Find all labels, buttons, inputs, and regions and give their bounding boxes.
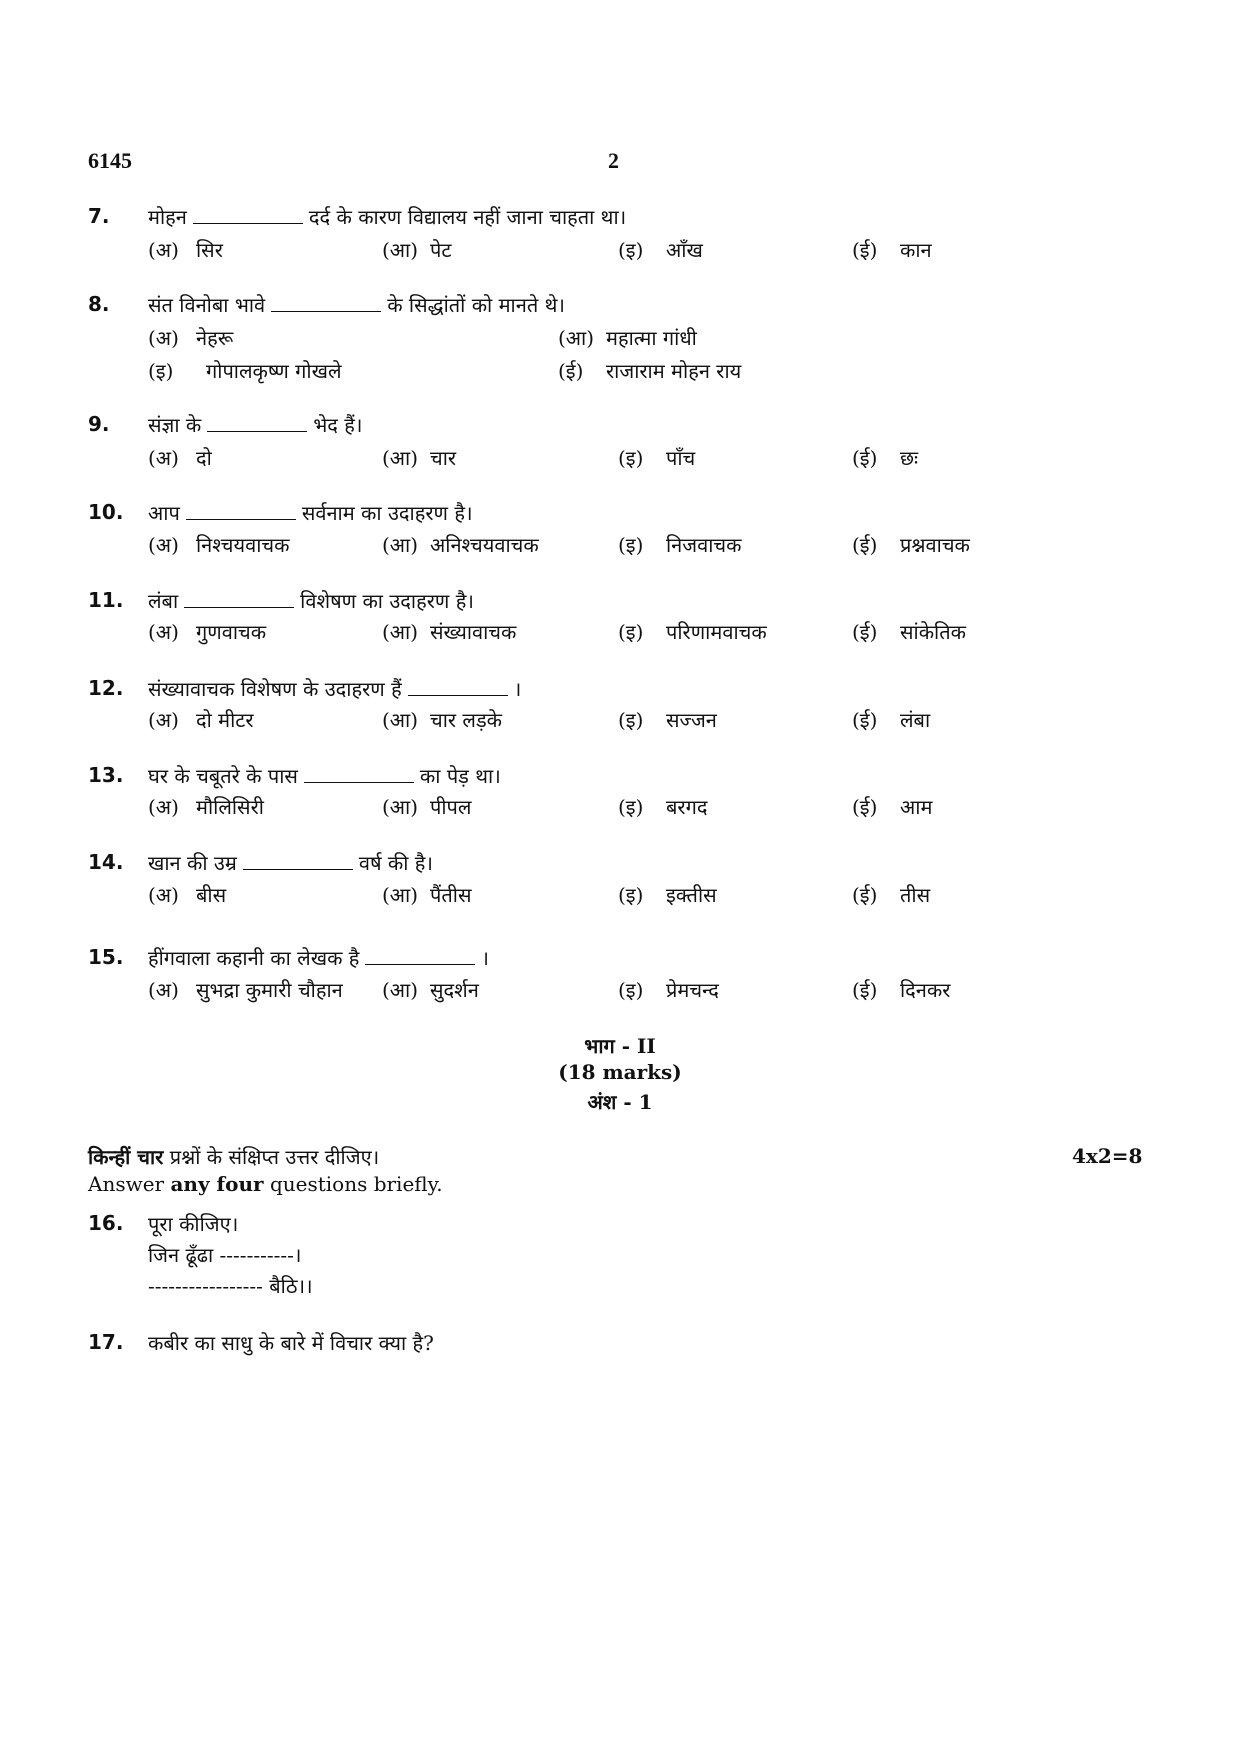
question-stem: संख्यावाचक विशेषण के उदाहरण हैं ।: [148, 677, 522, 701]
answer-blank: [243, 851, 353, 870]
question-number: 16.: [88, 1211, 124, 1235]
verse-line-1: जिन ढूँढा -----------।: [148, 1243, 302, 1267]
option-a: (अ) निश्चयवाचक: [148, 533, 290, 557]
option-d: (ई) छः: [852, 446, 919, 470]
question-number: 17.: [88, 1330, 124, 1354]
question-number: 9.: [88, 412, 110, 436]
question-stem: मोहन दर्द के कारण विद्यालय नहीं जाना चाहता था।: [148, 205, 627, 229]
option-a: (अ) मौलिसिरी: [148, 795, 264, 819]
answer-blank: [207, 413, 307, 432]
option-d: (ई) तीस: [852, 883, 931, 907]
option-a: (अ) नेहरू: [148, 326, 234, 350]
option-c: (इ) प्रेमचन्द: [618, 978, 719, 1002]
section-marks: (18 marks): [558, 1060, 682, 1084]
question-stem: घर के चबूतरे के पास का पेड़ था।: [148, 764, 501, 788]
question-number: 8.: [88, 292, 110, 316]
option-a: (अ) बीस: [148, 883, 227, 907]
question-stem: आप सर्वनाम का उदाहरण है।: [148, 501, 473, 525]
answer-blank: [184, 589, 294, 608]
instruction-english: Answer any four questions briefly.: [88, 1172, 443, 1196]
question-stem: खान की उम्र वर्ष की है।: [148, 851, 433, 875]
answer-blank: [193, 205, 303, 224]
option-b: (आ) सुदर्शन: [382, 978, 479, 1002]
option-b: (आ) पीपल: [382, 795, 472, 819]
question-stem: पूरा कीजिए।: [148, 1212, 239, 1236]
option-a: (अ) दो: [148, 446, 212, 470]
option-b: (आ) पेट: [382, 238, 452, 262]
question-number: 7.: [88, 204, 110, 228]
option-b: (आ) अनिश्चयवाचक: [382, 533, 539, 557]
option-b: (आ) संख्यावाचक: [382, 620, 517, 644]
option-a: (अ) सुभद्रा कुमारी चौहान: [148, 978, 343, 1002]
question-number: 10.: [88, 500, 124, 524]
option-d: (ई) कान: [852, 238, 932, 262]
option-d: (ई) लंबा: [852, 708, 931, 732]
question-number: 12.: [88, 676, 124, 700]
option-a: (अ) दो मीटर: [148, 708, 254, 732]
section-part: भाग - II: [584, 1034, 656, 1058]
option-c: (इ) निजवाचक: [618, 533, 742, 557]
question-number: 15.: [88, 945, 124, 969]
option-d: (ई) आम: [852, 795, 933, 819]
answer-blank: [365, 946, 475, 965]
question-number: 13.: [88, 763, 124, 787]
question-number: 11.: [88, 588, 124, 612]
instruction-hindi: किन्हीं चार प्रश्नों के संक्षिप्त उत्तर दीजिए।: [88, 1145, 380, 1169]
option-d: (ई) प्रश्नवाचक: [852, 533, 970, 557]
option-b: (आ) महात्मा गांधी: [558, 326, 697, 350]
question-stem: संत विनोबा भावे के सिद्धांतों को मानते थे।: [148, 293, 565, 317]
option-d: (ई) सांकेतिक: [852, 620, 966, 644]
option-b: (आ) चार: [382, 446, 457, 470]
answer-blank: [304, 764, 414, 783]
answer-blank: [408, 677, 508, 696]
option-c: (इ) परिणामवाचक: [618, 620, 767, 644]
question-stem: हींगवाला कहानी का लेखक है ।: [148, 946, 490, 970]
instruction-marks: 4x2=8: [1072, 1144, 1143, 1168]
question-stem: लंबा विशेषण का उदाहरण है।: [148, 589, 474, 613]
option-b: (आ) पैंतीस: [382, 883, 472, 907]
option-c: (इ) पाँच: [618, 446, 696, 470]
verse-line-2: ----------------- बैठि।।: [148, 1274, 313, 1298]
option-d: (ई) दिनकर: [852, 978, 951, 1002]
option-a: (अ) गुणवाचक: [148, 620, 267, 644]
option-d: (ई) राजाराम मोहन राय: [558, 359, 742, 383]
answer-blank: [271, 293, 381, 312]
option-c: (इ) आँख: [618, 238, 703, 262]
option-b: (आ) चार लड़के: [382, 708, 503, 732]
page-number: 2: [608, 148, 619, 173]
question-number: 14.: [88, 850, 124, 874]
option-c: (इ) सज्जन: [618, 708, 717, 732]
option-c: (इ) गोपालकृष्ण गोखले: [148, 359, 342, 383]
answer-blank: [186, 501, 296, 520]
paper-code: 6145: [88, 148, 132, 173]
question-stem: कबीर का साधु के बारे में विचार क्या है?: [148, 1331, 434, 1355]
option-c: (इ) इक्तीस: [618, 883, 717, 907]
option-c: (इ) बरगद: [618, 795, 708, 819]
option-a: (अ) सिर: [148, 238, 223, 262]
section-sub: अंश - 1: [587, 1090, 653, 1114]
question-stem: संज्ञा के भेद हैं।: [148, 413, 363, 437]
